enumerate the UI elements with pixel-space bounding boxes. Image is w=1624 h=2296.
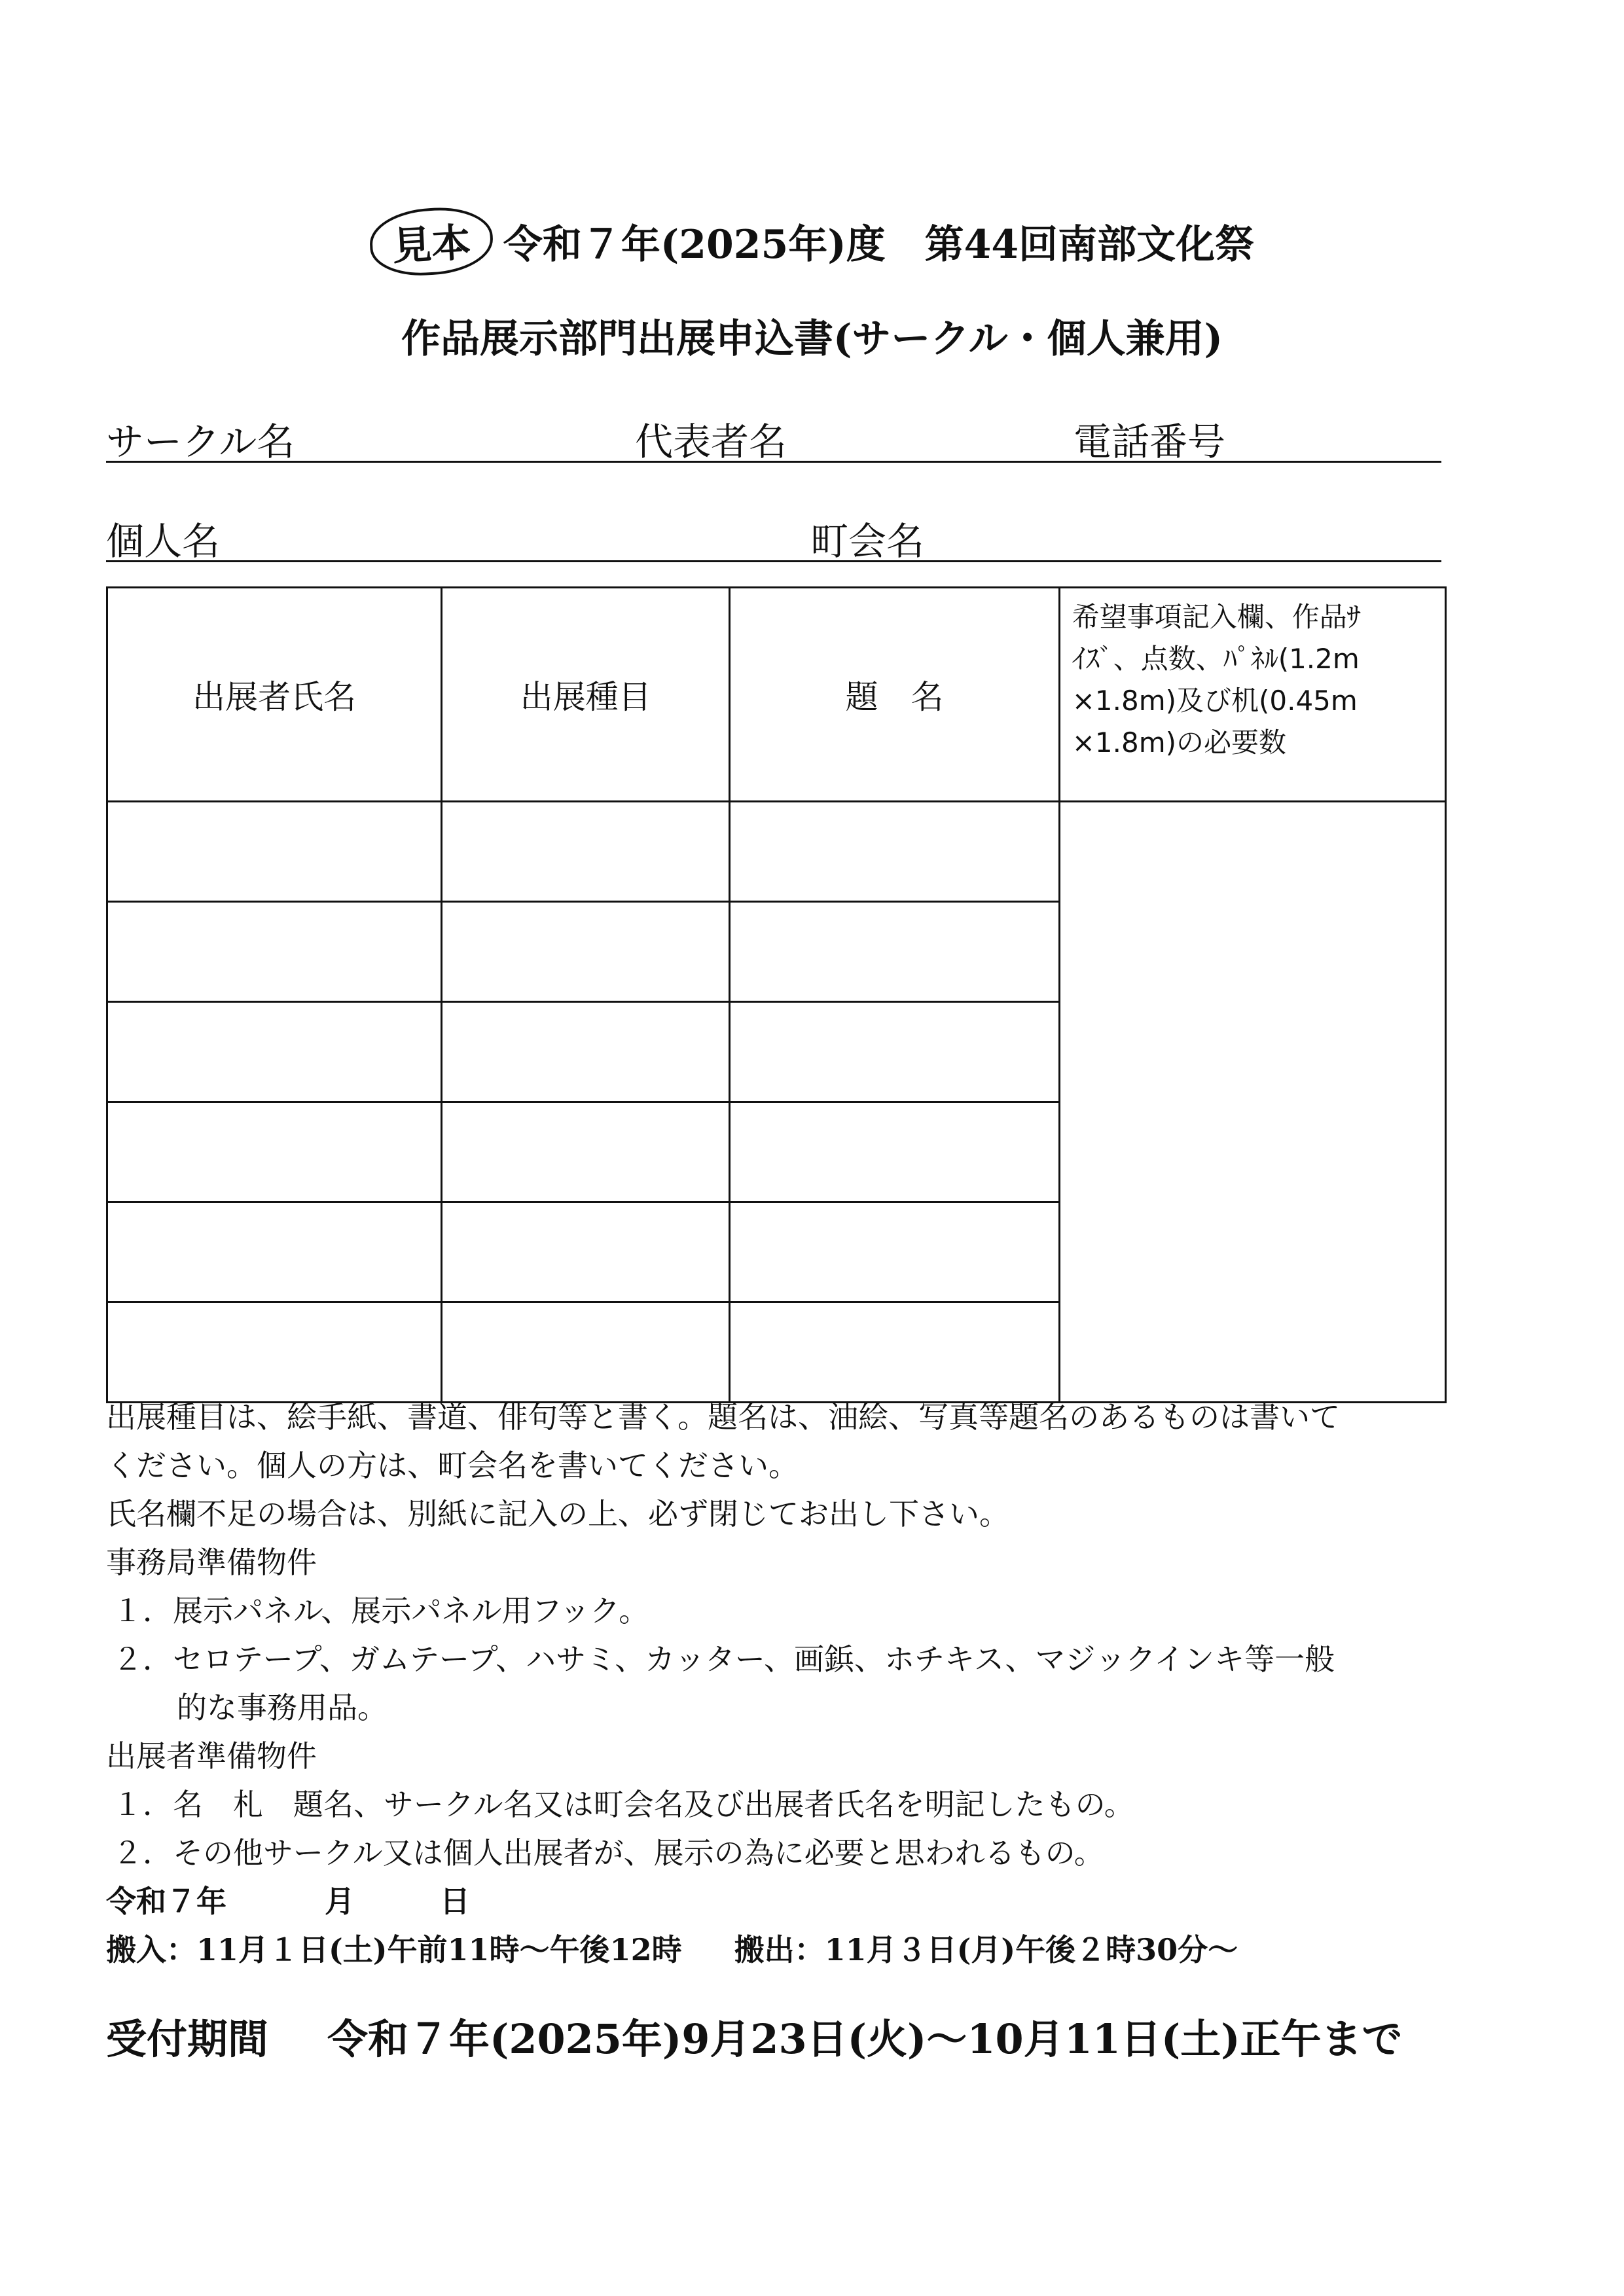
label-representative: 代表者名 (635, 420, 787, 464)
category-cell[interactable] (442, 1202, 730, 1302)
category-cell[interactable] (442, 1002, 730, 1102)
remarks-line: 希望事項記入欄、作品ｻ (1072, 601, 1361, 633)
category-cell[interactable] (442, 1102, 730, 1202)
remarks-line: ｲｽﾞ、点数、ﾊﾟﾈﾙ(1.2m (1072, 643, 1360, 675)
date-month: 月 (325, 1884, 355, 1919)
note-line: ください。個人の方は、町会名を書いてください。 (106, 1448, 799, 1483)
label-circle-name: サークル名 (106, 420, 295, 464)
document-title: 令和７年(2025年)度 第44回南部文化祭 (503, 222, 1255, 268)
deadline-line (106, 2007, 1403, 2065)
header-category: 出展種目 (442, 588, 730, 802)
field-line-individual (106, 511, 1441, 562)
deadline-label: 受付期間 (106, 2015, 269, 2063)
office-heading: 事務局準備物件 (106, 1545, 317, 1580)
office-item: ２．セロテープ、ガムテープ、ハサミ、カッター、画鋲、ホチキス、マジックインキ等一般 (113, 1641, 1335, 1677)
title-cell[interactable] (730, 1102, 1059, 1202)
exhibitor-item: １．名 札 題名、サークル名又は町会名及び出展者氏名を明記したもの。 (113, 1787, 1134, 1822)
title-cell[interactable] (730, 802, 1059, 902)
label-town-association: 町会名 (810, 519, 925, 564)
deadline-period: 令和７年(2025年)9月23日(火)～10月11日(土)正午まで (327, 2015, 1403, 2063)
exhibitor-name-cell[interactable] (107, 1102, 442, 1202)
label-individual-name: 個人名 (106, 519, 221, 564)
office-item: １．展示パネル、展示パネル用フック。 (113, 1593, 649, 1628)
title-cell[interactable] (730, 1202, 1059, 1302)
exhibitor-name-cell[interactable] (107, 1002, 442, 1102)
office-item-continued: 的な事務用品。 (177, 1690, 388, 1725)
notes-section (106, 1393, 1454, 1974)
header-title: 題 名 (730, 588, 1059, 802)
category-cell[interactable] (442, 802, 730, 902)
sample-stamp: 見本 (368, 205, 494, 278)
header-remarks (1059, 588, 1445, 802)
exhibitor-name-cell[interactable] (107, 802, 442, 902)
date-era: 令和７年 (106, 1884, 226, 1919)
category-cell[interactable] (442, 1302, 730, 1403)
note-line: 出展種目は、絵手紙、書道、俳句等と書く。題名は、油絵、写真等題名のあるものは書いて (106, 1399, 1341, 1435)
exhibitor-name-cell[interactable] (107, 1202, 442, 1302)
remarks-cell[interactable] (1059, 802, 1445, 1403)
header-exhibitor-name: 出展者氏名 (107, 588, 442, 802)
table-header-row (107, 588, 1446, 802)
label-phone: 電話番号 (1074, 420, 1226, 464)
date-line (106, 1877, 1454, 1926)
exhibitor-item: ２．その他サークル又は個人出展者が、展示の為に必要と思われるもの。 (113, 1835, 1104, 1871)
remarks-line: ×1.8m)の必要数 (1072, 726, 1286, 759)
entry-table (106, 586, 1447, 1403)
document-subtitle: 作品展示部門出展申込書(サークル・個人兼用) (401, 316, 1223, 362)
exhibitor-name-cell[interactable] (107, 902, 442, 1002)
exhibitor-name-cell[interactable] (107, 1302, 442, 1403)
title-row (0, 208, 1624, 274)
schedule-line (106, 1926, 1454, 1974)
title-cell[interactable] (730, 1302, 1059, 1403)
remarks-line: ×1.8m)及び机(0.45m (1072, 685, 1358, 717)
title-cell[interactable] (730, 1002, 1059, 1102)
note-line: 氏名欄不足の場合は、別紙に記入の上、必ず閉じてお出し下さい。 (106, 1496, 1009, 1532)
table-row (107, 802, 1446, 902)
exhibitor-heading: 出展者準備物件 (106, 1738, 317, 1774)
carry-out: 搬出：11月３日(月)午後２時30分～ (734, 1932, 1238, 1967)
category-cell[interactable] (442, 902, 730, 1002)
title-cell[interactable] (730, 902, 1059, 1002)
carry-in: 搬入：11月１日(土)午前11時～午後12時 (106, 1932, 682, 1967)
date-day: 日 (440, 1884, 470, 1919)
